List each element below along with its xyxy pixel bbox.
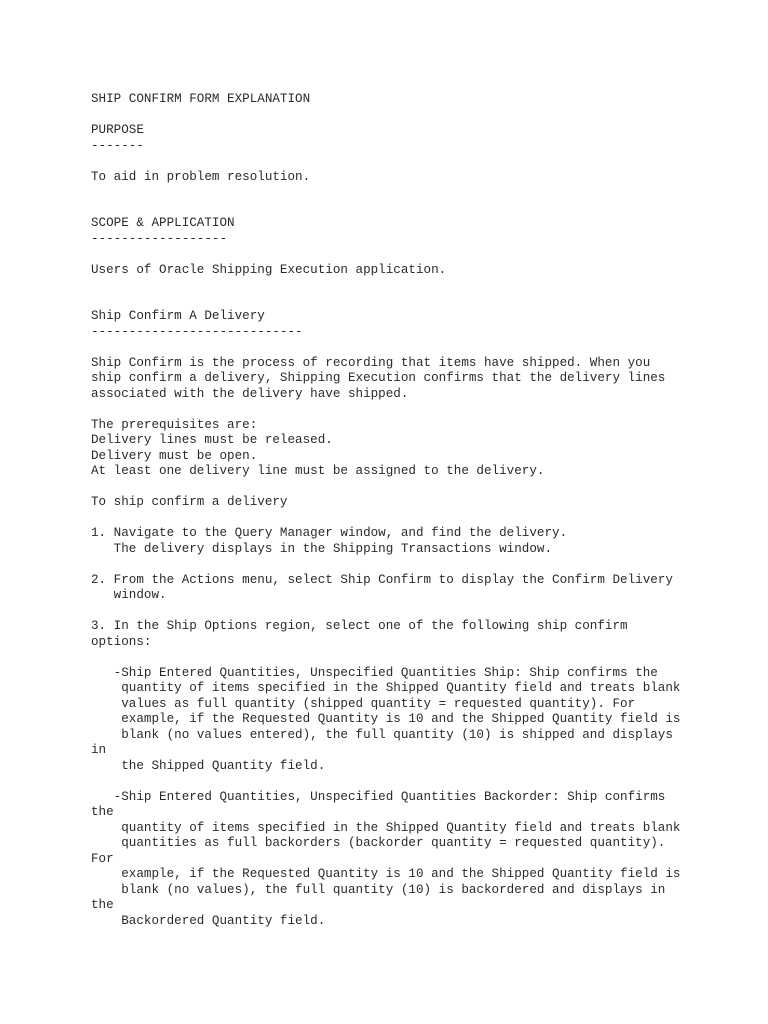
blank-line: [91, 154, 751, 170]
blank-line: [91, 480, 751, 496]
blank-line: [91, 108, 751, 124]
blank-line: [91, 185, 751, 201]
step-3-line: 3. In the Ship Options region, select one of the following ship confirm: [91, 619, 628, 633]
option-2-line: the: [91, 805, 114, 819]
blank-line: [91, 278, 751, 294]
option-1-line: the Shipped Quantity field.: [91, 758, 326, 773]
prereq-item: Delivery must be open.: [91, 448, 258, 463]
blank-line: [91, 774, 751, 790]
blank-line: [91, 557, 751, 573]
option-1-line: example, if the Requested Quantity is 10 and the Shipped Quantity field is: [91, 712, 681, 726]
scope-heading: SCOPE & APPLICATION: [91, 216, 235, 230]
option-1-line: in: [91, 743, 107, 757]
blank-line: [91, 294, 751, 310]
blank-line: [91, 340, 751, 356]
step-1-line: 1. Navigate to the Query Manager window, and find the delivery.: [91, 526, 568, 540]
purpose-rule: -------: [91, 138, 144, 153]
step-2-line: 2. From the Actions menu, select Ship Confirm to display the Confirm Delivery: [91, 572, 673, 587]
document-title: SHIP CONFIRM FORM EXPLANATION: [91, 92, 311, 106]
option-2-line: -Ship Entered Quantities, Unspecified Quantities Backorder: Ship confirms: [91, 789, 666, 804]
step-1-line: The delivery displays in the Shipping Transactions window.: [91, 541, 553, 556]
section-heading: Ship Confirm A Delivery: [91, 309, 265, 323]
document-page: [91, 92, 751, 929]
option-2-line: Backordered Quantity field.: [91, 913, 326, 928]
scope-text: Users of Oracle Shipping Execution application.: [91, 262, 447, 277]
option-1-line: values as full quantity (shipped quantity = requested quantity). For: [91, 696, 636, 711]
option-2-line: For: [91, 851, 114, 866]
option-2-line: the: [91, 898, 114, 912]
step-2-line: window.: [91, 588, 167, 602]
option-1-line: quantity of items specified in the Shipped Quantity field and treats blank: [91, 681, 681, 695]
purpose-text: To aid in problem resolution.: [91, 169, 311, 184]
step-3-line: options:: [91, 634, 152, 649]
prereq-item: Delivery lines must be released.: [91, 433, 333, 447]
option-2-line: example, if the Requested Quantity is 10 and the Shipped Quantity field is: [91, 867, 681, 881]
option-2-line: quantity of items specified in the Shipped Quantity field and treats blank: [91, 820, 681, 835]
option-2-line: blank (no values), the full quantity (10) is backordered and displays in: [91, 882, 666, 897]
blank-line: [91, 511, 751, 527]
blank-line: [91, 650, 751, 666]
steps-heading: To ship confirm a delivery: [91, 495, 288, 509]
intro-line: ship confirm a delivery, Shipping Execution confirms that the delivery lines: [91, 371, 666, 385]
option-1-line: blank (no values entered), the full quantity (10) is shipped and displays: [91, 727, 673, 742]
blank-line: [91, 247, 751, 263]
scope-rule: ------------------: [91, 231, 228, 246]
purpose-heading: PURPOSE: [91, 123, 144, 137]
intro-line: Ship Confirm is the process of recording that items have shipped. When you: [91, 355, 651, 370]
prereq-heading: The prerequisites are:: [91, 417, 258, 432]
prereq-item: At least one delivery line must be assigned to the delivery.: [91, 464, 545, 478]
option-1-line: -Ship Entered Quantities, Unspecified Quantities Ship: Ship confirms the: [91, 665, 658, 680]
option-2-line: quantities as full backorders (backorder quantity = requested quantity).: [91, 836, 666, 850]
section-rule: ----------------------------: [91, 324, 303, 339]
blank-line: [91, 402, 751, 418]
intro-line: associated with the delivery have shipped.: [91, 386, 409, 401]
blank-line: [91, 201, 751, 217]
blank-line: [91, 604, 751, 620]
